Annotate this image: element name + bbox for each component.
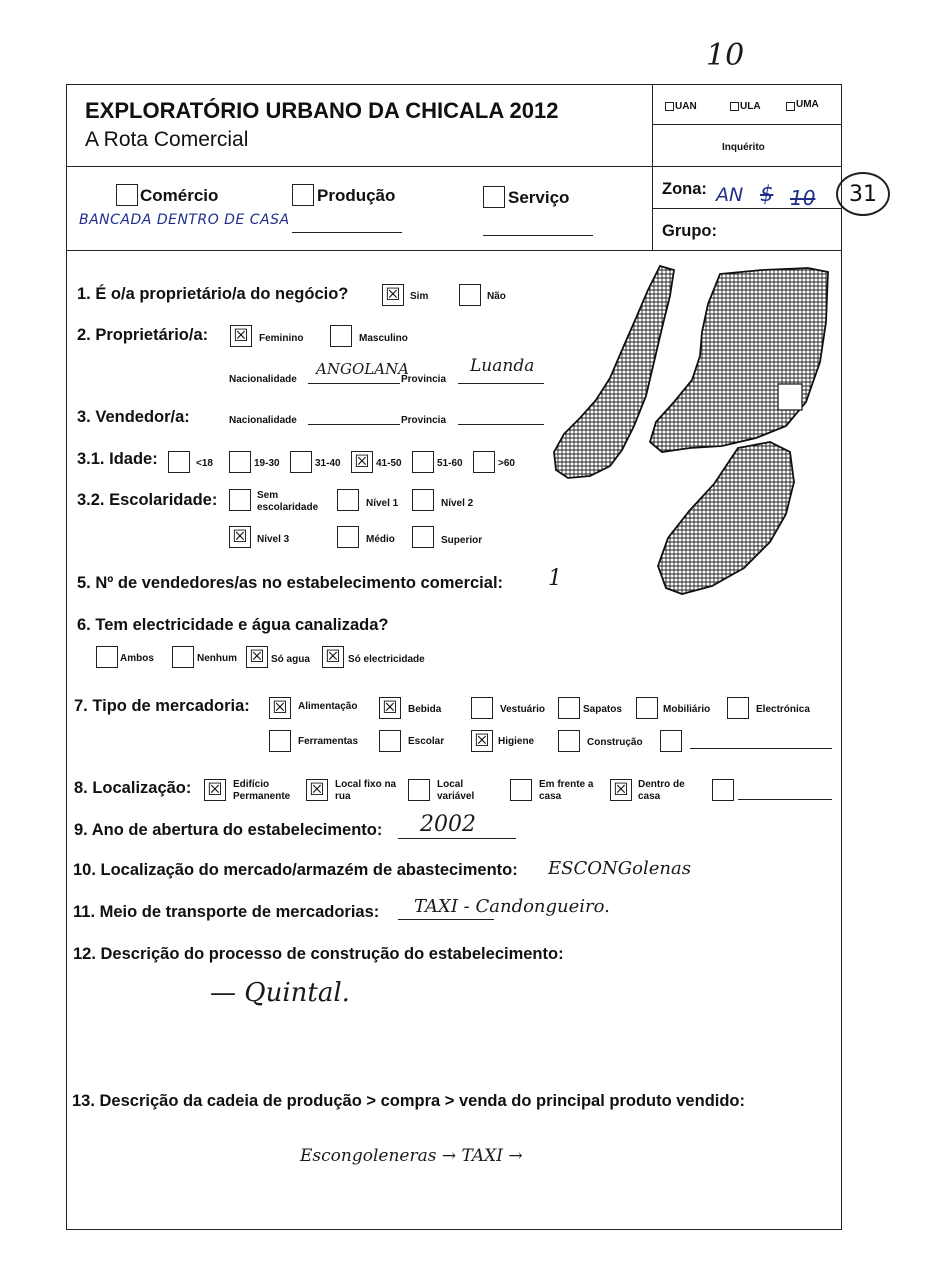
producao-checkbox[interactable] [292,184,314,206]
esc-nivel1-label: Nível 1 [366,498,399,509]
age-gt60-label: >60 [498,458,515,469]
q5-value: 1 [548,566,562,591]
q7-mobiliario-checkbox[interactable] [636,697,658,719]
q7-escolar-label: Escolar [408,736,445,747]
page-number: 10 [706,38,745,73]
servico-label: Serviço [508,188,570,207]
age-31-40-label: 31-40 [315,458,341,469]
zona-value: AN [716,184,744,206]
q10-label: 10. Localização do mercado/armazém de abastecimento: [73,861,518,879]
esc-nivel3-checkbox[interactable]: ☒ [229,526,251,548]
q7-mobiliario-label: Mobiliário [663,704,711,715]
esc-medio-checkbox[interactable] [337,526,359,548]
esc-nivel3-label: Nível 3 [257,534,290,545]
esc-nivel2-label: Nível 2 [441,498,474,509]
zona-label: Zona: [662,180,707,198]
q8-edificio-label: Edifício Permanente [233,779,291,802]
q8-em-frente-label: Em frente a casa [539,779,594,802]
q13-value: Escongoleneras → TAXI → [300,1146,523,1166]
age-41-50-checkbox[interactable]: ☒ [351,451,373,473]
q7-bebida-checkbox[interactable]: ☒ [379,697,401,719]
q3-provincia-label: Provincia [401,415,447,426]
q7-construcao-checkbox[interactable] [558,730,580,752]
ula-label: ULA [740,101,761,112]
q2-provincia-value: Luanda [470,356,535,376]
q8-dentro-checkbox[interactable]: ☒ [610,779,632,801]
q8-local-fixo-checkbox[interactable]: ☒ [306,779,328,801]
q6-ambos-label: Ambos [120,653,154,664]
q7-alimentacao-checkbox[interactable]: ☒ [269,697,291,719]
q1-sim-label: Sim [410,291,429,302]
q6-so-agua-label: Só agua [271,654,310,665]
q3-nacionalidade-label: Nacionalidade [229,415,297,426]
comercio-label: Comércio [140,186,219,205]
q6-nenhum-label: Nenhum [197,653,237,664]
zona-crossed-symbol: $ [760,182,774,206]
q7-vestuario-checkbox[interactable] [471,697,493,719]
q2-masculino-label: Masculino [359,333,408,344]
q2-feminino-label: Feminino [259,333,304,344]
q10-value: ESCONGolenas [548,858,691,879]
q2-feminino-checkbox[interactable]: ☒ [230,325,252,347]
esc-sem-label: Sem escolaridade [257,490,319,513]
q7-label: 7. Tipo de mercadoria: [74,697,250,715]
q7-other-checkbox[interactable] [660,730,682,752]
q12-label: 12. Descrição do processo de construção do estabelecimento: [73,945,564,963]
q2-masculino-checkbox[interactable] [330,325,352,347]
age-31-40-checkbox[interactable] [290,451,312,473]
q1-sim-checkbox[interactable]: ☒ [382,284,404,306]
age-41-50-label: 41-50 [376,458,402,469]
esc-nivel2-checkbox[interactable] [412,489,434,511]
q2-nacionalidade-value: ANGOLANA [316,360,409,378]
q3-label: 3. Vendedor/a: [77,408,190,426]
q7-construcao-label: Construção [587,737,643,748]
q8-other-checkbox[interactable] [712,779,734,801]
q7-higiene-label: Higiene [498,736,535,747]
form-title: EXPLORATÓRIO URBANO DA CHICALA 2012 [85,98,559,123]
esc-medio-label: Médio [366,534,395,545]
age-51-60-label: 51-60 [437,458,463,469]
uan-checkbox[interactable] [665,102,674,111]
q7-ferramentas-checkbox[interactable] [269,730,291,752]
age-lt18-label: <18 [196,458,213,469]
q7-higiene-checkbox[interactable]: ☒ [471,730,493,752]
q8-local-variavel-checkbox[interactable] [408,779,430,801]
uan-label: UAN [675,101,697,112]
q7-sapatos-checkbox[interactable] [558,697,580,719]
age-51-60-checkbox[interactable] [412,451,434,473]
q8-label: 8. Localização: [74,779,192,797]
q7-alimentacao-label: Alimentação [298,701,358,712]
form-subtitle: A Rota Comercial [85,128,249,151]
q32-label: 3.2. Escolaridade: [77,491,218,509]
q1-label: 1. É o/a proprietário/a do negócio? [77,285,349,303]
age-19-30-label: 19-30 [254,458,280,469]
q13-label: 13. Descrição da cadeia de produção > compra > venda do principal produto vendido: [72,1092,746,1110]
q6-nenhum-checkbox[interactable] [172,646,194,668]
esc-superior-label: Superior [441,535,483,546]
q11-label: 11. Meio de transporte de mercadorias: [73,903,380,921]
q8-edificio-checkbox[interactable]: ☒ [204,779,226,801]
q8-local-fixo-label: Local fixo na rua [335,779,397,802]
q6-so-electricidade-label: Só electricidade [348,654,425,665]
q7-escolar-checkbox[interactable] [379,730,401,752]
q2-nacionalidade-label: Nacionalidade [229,374,297,385]
q7-electronica-label: Electrónica [756,704,810,715]
q12-value: — Quintal. [210,978,350,1008]
q8-em-frente-checkbox[interactable] [510,779,532,801]
q1-nao-checkbox[interactable] [459,284,481,306]
q5-label: 5. Nº de vendedores/as no estabelecimento comercial: [77,574,504,592]
category-note: BANCADA DENTRO DE CASA [79,212,290,228]
q6-ambos-checkbox[interactable] [96,646,118,668]
esc-superior-checkbox[interactable] [412,526,434,548]
age-19-30-checkbox[interactable] [229,451,251,473]
uma-label: UMA [796,99,819,110]
q7-sapatos-label: Sapatos [583,704,622,715]
zona-circled-number: 31 [836,172,890,216]
q2-provincia-label: Provincia [401,374,447,385]
producao-label: Produção [317,186,396,205]
q8-dentro-label: Dentro de casa [638,779,685,802]
q6-label: 6. Tem electricidade e água canalizada? [77,616,389,634]
ula-checkbox[interactable] [730,102,739,111]
q9-value: 2002 [420,812,476,837]
q7-ferramentas-label: Ferramentas [298,736,359,747]
age-lt18-checkbox[interactable] [168,451,190,473]
esc-sem-checkbox[interactable] [229,489,251,511]
q7-vestuario-label: Vestuário [500,704,546,715]
zona-crossed-number: 10 [790,186,816,210]
q7-electronica-checkbox[interactable] [727,697,749,719]
q11-value: TAXI - Candongueiro. [414,896,610,917]
uma-checkbox[interactable] [786,102,795,111]
esc-nivel1-checkbox[interactable] [337,489,359,511]
q2-label: 2. Proprietário/a: [77,326,209,344]
q6-so-electricidade-checkbox[interactable]: ☒ [322,646,344,668]
q8-other-line [738,799,832,800]
age-gt60-checkbox[interactable] [473,451,495,473]
chicala-map-icon [550,262,832,600]
servico-checkbox[interactable] [483,186,505,208]
comercio-checkbox[interactable] [116,184,138,206]
q7-bebida-label: Bebida [408,704,442,715]
q7-other-line [690,748,832,749]
q6-so-agua-checkbox[interactable]: ☒ [246,646,268,668]
q9-label: 9. Ano de abertura do estabelecimento: [74,821,383,839]
inquerito-label: Inquérito [722,142,765,153]
grupo-label: Grupo: [662,222,717,240]
q1-nao-label: Não [487,291,506,302]
q31-label: 3.1. Idade: [77,450,158,468]
q8-local-variavel-label: Local variável [437,779,475,802]
